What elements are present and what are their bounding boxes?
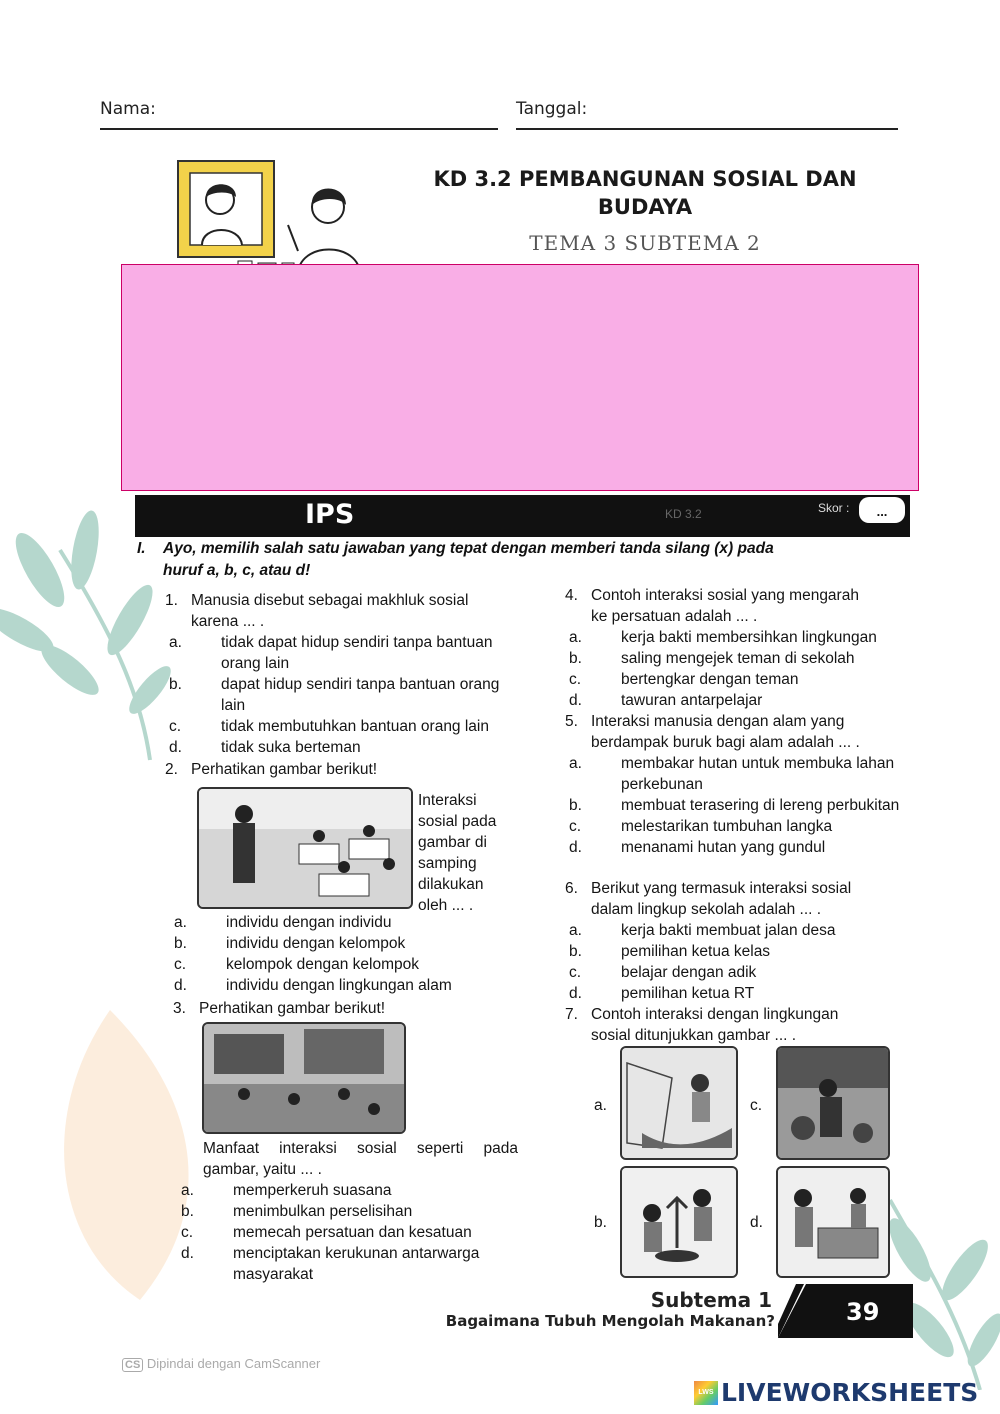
q7-stem-line2: sosial ditunjukkan gambar ... . — [591, 1027, 797, 1044]
q7-label-b[interactable]: b. — [594, 1214, 607, 1231]
q2-side-text: Interaksi sosial pada gambar di samping dilakukan oleh ... . — [418, 792, 497, 914]
q6-num: 6. — [565, 880, 578, 897]
q3-option-c[interactable]: c. memecah persatuan dan kesatuan — [181, 1224, 472, 1241]
q1-option-a[interactable]: a. tidak dapat hidup sendiri tanpa bantuan orang lain — [169, 634, 493, 672]
liveworksheets-text: LIVEWORKSHEETS — [721, 1378, 979, 1407]
camscanner-text: Dipindai dengan CamScanner — [146, 1356, 321, 1371]
footer-subtema: Subtema 1 — [650, 1288, 772, 1312]
q5-stem-line2: berdampak buruk bagi alam adalah ... . — [591, 734, 860, 751]
name-field-line[interactable] — [100, 128, 498, 130]
question-7 — [565, 1004, 915, 1046]
instruction-text-line2: huruf a, b, c, atau d! — [163, 562, 311, 579]
camscanner-logo: CS — [122, 1358, 143, 1372]
q5-option-b[interactable]: b. membuat terasering di lereng perbukitan — [569, 797, 900, 814]
date-label: Tanggal: — [516, 99, 588, 119]
q5-option-d[interactable]: d. menanami hutan yang gundul — [569, 839, 826, 856]
instruction-roman: I. — [137, 540, 146, 557]
q4-option-b[interactable]: b. saling mengejek teman di sekolah — [569, 650, 855, 667]
q3-option-b[interactable]: b. menimbulkan perselisihan — [181, 1203, 413, 1220]
answer-textbox[interactable] — [121, 264, 919, 491]
subject-label: IPS — [305, 499, 355, 530]
question-5 — [565, 711, 915, 858]
date-field-line[interactable] — [516, 128, 898, 130]
liveworksheets-logo-icon: LWS — [694, 1381, 718, 1405]
q1-num: 1. — [165, 592, 178, 609]
q7-label-d[interactable]: d. — [750, 1214, 763, 1231]
footer-subtitle: Bagaimana Tubuh Mengolah Makanan? — [445, 1312, 775, 1330]
question-3 — [173, 998, 533, 1019]
q6-option-b[interactable]: b. pemilihan ketua kelas — [569, 943, 771, 960]
q2-stem: Perhatikan gambar berikut! — [191, 761, 378, 778]
q2-num: 2. — [165, 761, 178, 778]
q7-stem-line1: Contoh interaksi dengan lingkungan — [591, 1006, 839, 1023]
q3-question-line1: Manfaat interaksi sosial seperti pada — [203, 1140, 518, 1157]
q2-option-b[interactable]: b. individu dengan kelompok — [174, 935, 406, 952]
instruction-text-line1: Ayo, memilih salah satu jawaban yang tepat dengan memberi tanda silang (x) pada — [163, 540, 774, 557]
q5-option-c[interactable]: c. melestarikan tumbuhan langka — [569, 818, 833, 835]
q3-body — [203, 1138, 518, 1180]
q2-option-a[interactable]: a. individu dengan individu — [174, 914, 392, 931]
q7-label-c[interactable]: c. — [750, 1097, 763, 1114]
q4-stem-line1: Contoh interaksi sosial yang mengarah — [591, 587, 859, 604]
page-number: 39 — [846, 1298, 880, 1326]
question-4 — [565, 585, 915, 711]
q2-option-d[interactable]: d. individu dengan lingkungan alam — [174, 977, 452, 994]
q1-stem-line1: Manusia disebut sebagai makhluk sosial — [191, 592, 469, 609]
q1-option-b[interactable]: b. dapat hidup sendiri tanpa bantuan orang lain — [169, 676, 500, 714]
q7-picture-b-planting[interactable] — [620, 1166, 738, 1278]
q5-stem-line1: Interaksi manusia dengan alam yang — [591, 713, 845, 730]
worksheet-subtitle: TEMA 3 SUBTEMA 2 — [529, 231, 761, 255]
q7-picture-a-fishing[interactable] — [620, 1046, 738, 1160]
q4-option-d[interactable]: d. tawuran antarpelajar — [569, 692, 763, 709]
q3-option-d[interactable]: d. menciptakan kerukunan antarwarga masyarakat — [181, 1245, 480, 1283]
worksheet-title-line2: BUDAYA — [597, 195, 693, 219]
score-box: ... — [859, 497, 905, 523]
worksheet-title-line1: KD 3.2 PEMBANGUNAN SOSIAL DAN — [433, 167, 857, 191]
score-label: Skor : — [818, 501, 850, 515]
q6-option-d[interactable]: d. pemilihan ketua RT — [569, 985, 755, 1002]
q5-num: 5. — [565, 713, 578, 730]
q3-stem: Perhatikan gambar berikut! — [199, 1000, 386, 1017]
q7-picture-d-market[interactable] — [776, 1166, 890, 1278]
question-2 — [165, 759, 525, 780]
q4-option-c[interactable]: c. bertengkar dengan teman — [569, 671, 799, 688]
q7-picture-c-farm[interactable] — [776, 1046, 890, 1160]
q4-num: 4. — [565, 587, 578, 604]
q4-option-a[interactable]: a. kerja bakti membersihkan lingkungan — [569, 629, 877, 646]
subject-bar — [135, 495, 910, 537]
question-1 — [165, 590, 525, 758]
question-6 — [565, 878, 915, 1004]
q5-option-a[interactable]: a. membakar hutan untuk membuka lahan perkebunan — [569, 755, 895, 793]
q6-stem-line1: Berikut yang termasuk interaksi sosial — [591, 880, 852, 897]
q1-option-c[interactable]: c. tidak membutuhkan bantuan orang lain — [169, 718, 489, 735]
classroom-picture — [197, 787, 413, 909]
q3-question-line2: gambar, yaitu ... . — [203, 1161, 322, 1178]
q2-options — [170, 912, 530, 996]
q6-option-c[interactable]: c. belajar dengan adik — [569, 964, 757, 981]
q3-options — [177, 1180, 522, 1285]
village-cooperation-picture — [202, 1022, 406, 1134]
q6-option-a[interactable]: a. kerja bakti membuat jalan desa — [569, 922, 836, 939]
q3-option-a[interactable]: a. memperkeruh suasana — [181, 1182, 392, 1199]
q2-option-c[interactable]: c. kelompok dengan kelompok — [174, 956, 420, 973]
q6-stem-line2: dalam lingkup sekolah adalah ... . — [591, 901, 822, 918]
camscanner-watermark — [122, 1356, 320, 1371]
subject-middle-text: KD 3.2 — [665, 507, 702, 521]
liveworksheets-brand[interactable] — [694, 1378, 978, 1407]
q3-num: 3. — [173, 1000, 186, 1017]
q7-label-a[interactable]: a. — [594, 1097, 607, 1114]
q7-num: 7. — [565, 1006, 578, 1023]
name-label: Nama: — [100, 99, 156, 119]
q4-stem-line2: ke persatuan adalah ... . — [591, 608, 758, 625]
q1-stem-line2: karena ... . — [191, 613, 265, 630]
q1-option-d[interactable]: d. tidak suka berteman — [169, 739, 361, 756]
